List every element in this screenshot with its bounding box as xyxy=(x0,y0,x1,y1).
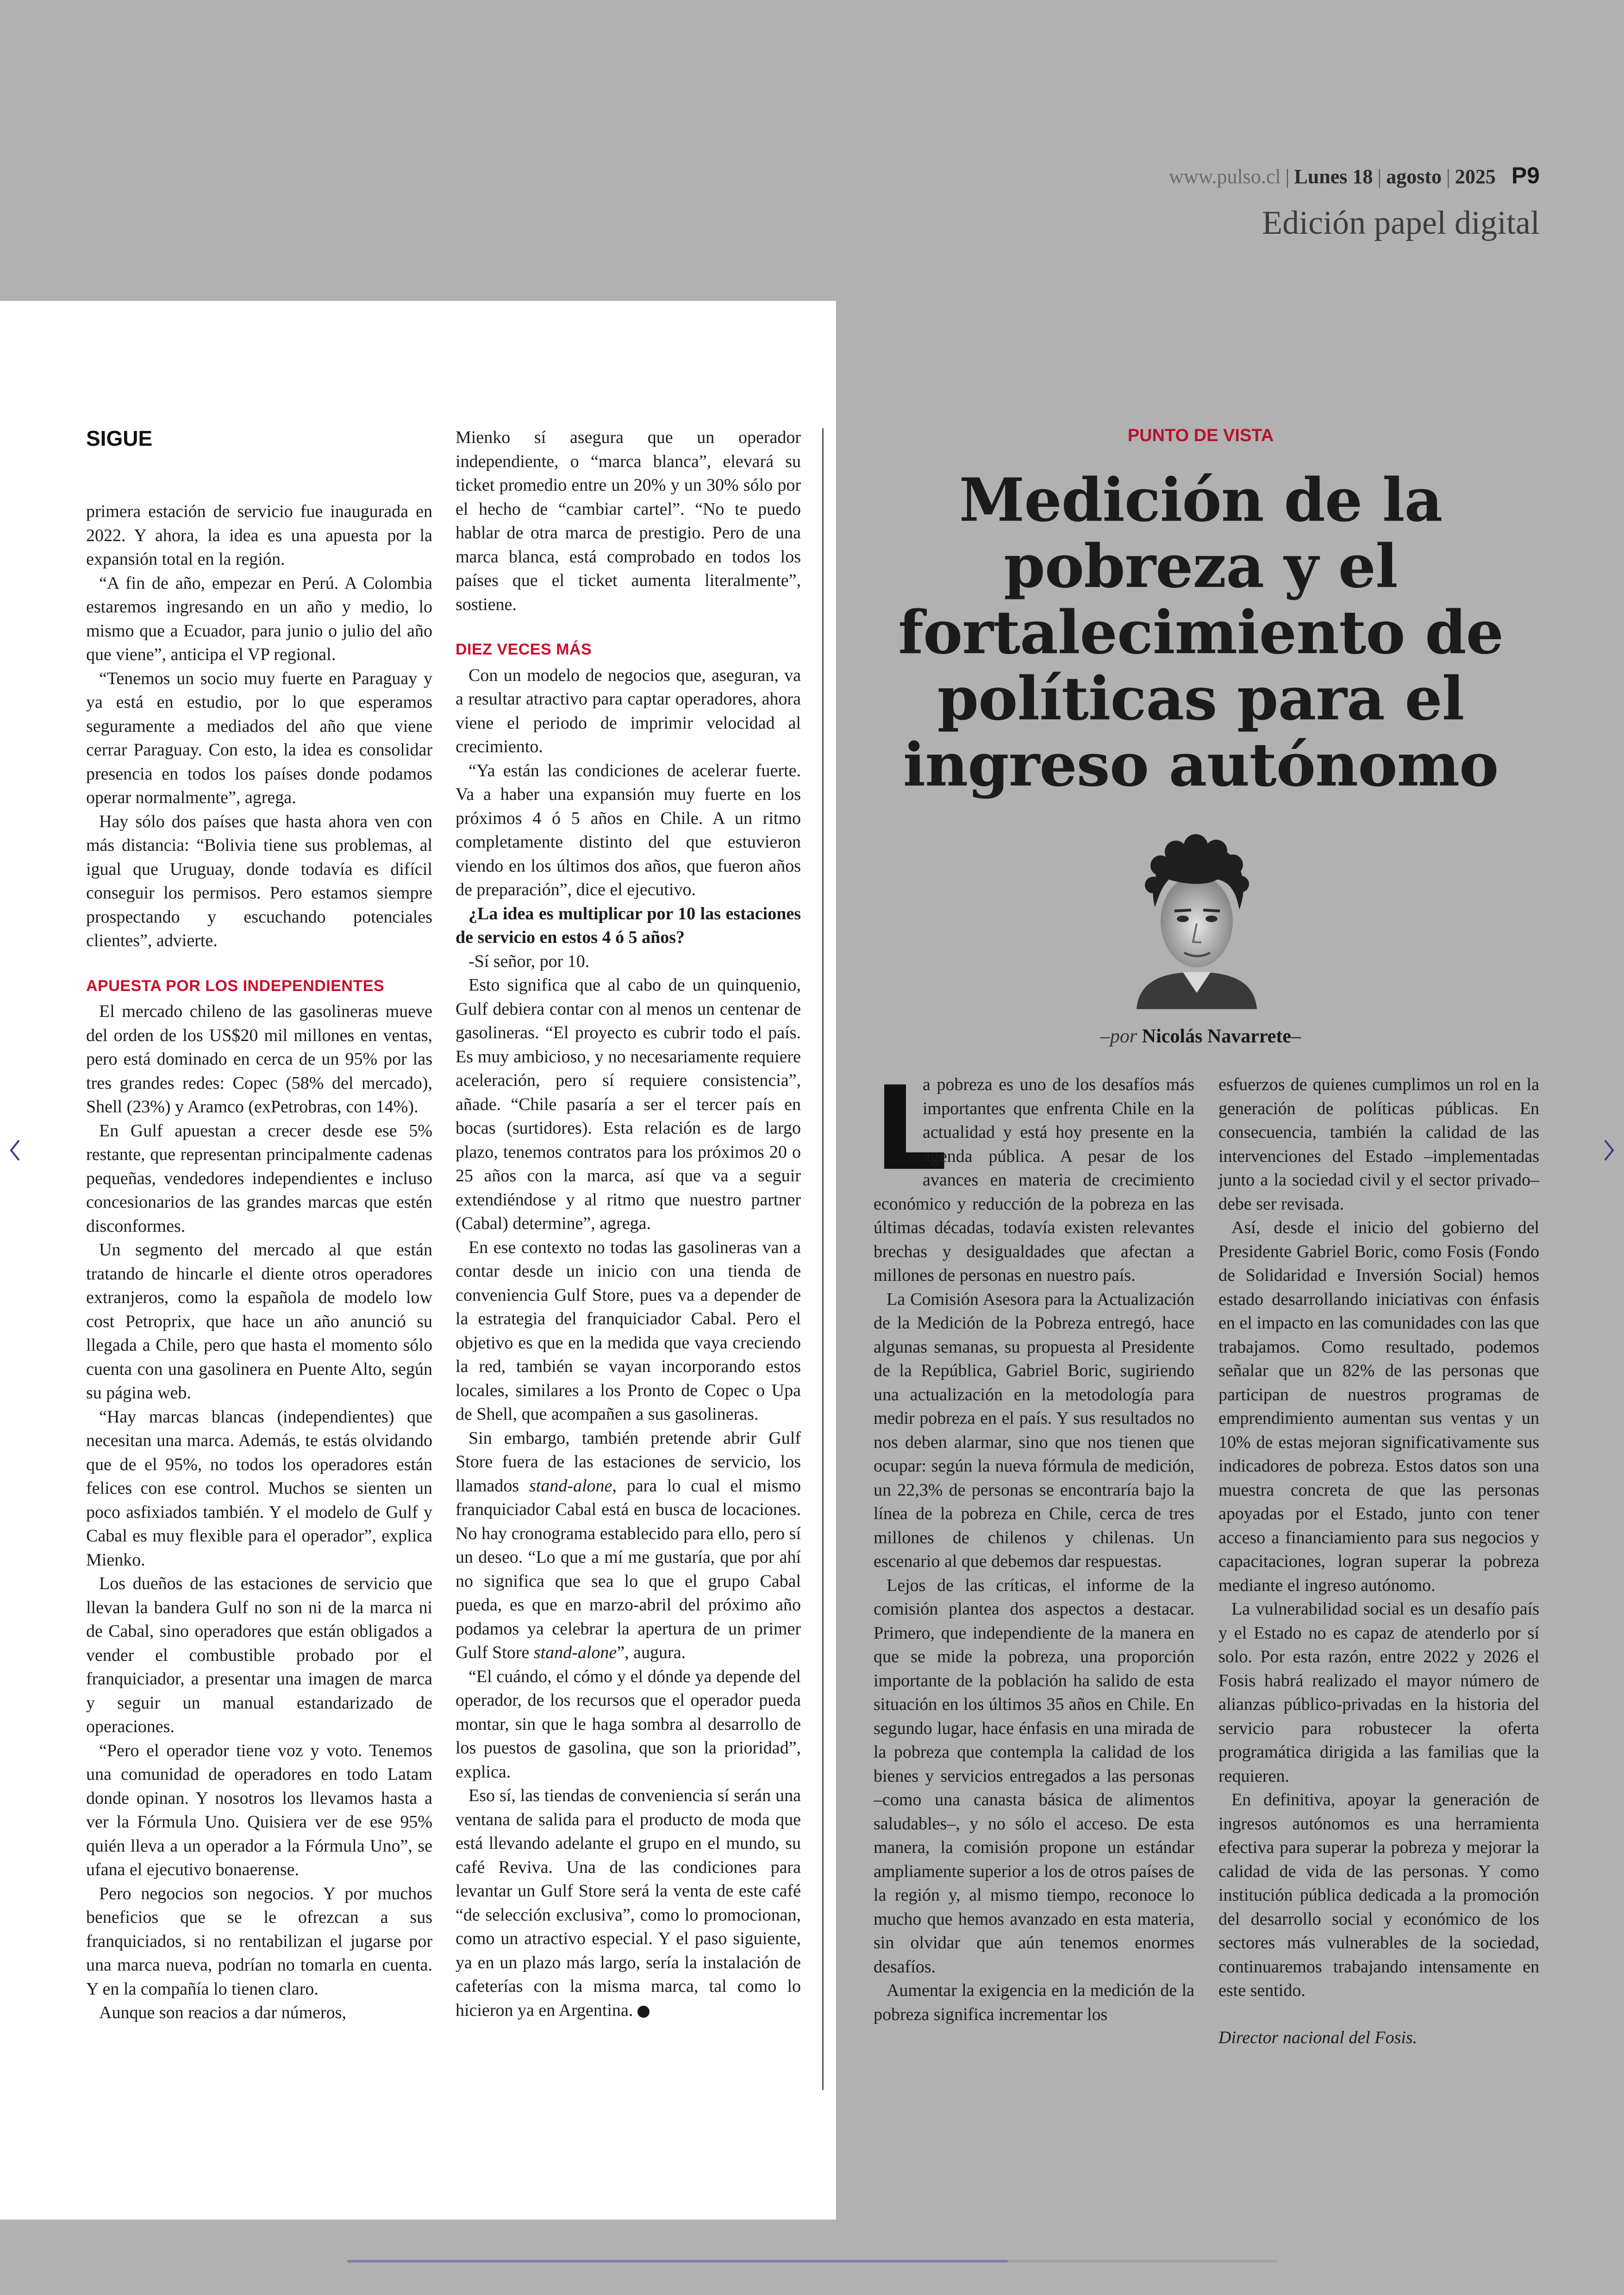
paragraph: Pero negocios son negocios. Y por muchos beneficios que se le ofrezcan a sus franquiciados, si no rentabilizan el jugarse por una marca nueva, podrían no tomarla en cuenta. Y en la compañía lo tienen claro. xyxy=(86,1883,432,1999)
issue-month: agosto xyxy=(1386,165,1442,188)
author-portrait xyxy=(1118,833,1275,1009)
paragraph: Eso sí, las tiendas de conveniencia sí serán una ventana de salida para el producto de moda que está llevando adelante el grupo en el mundo, su café Reviva. Una de las condiciones para levantar un Gulf Store será la venta de este café “de selección exclusiva”, como lo promocionan, como un atractivo especial. Y el paso siguiente, ya en un plazo más largo, sería la instalación de cafeterías con la misma marca, tal como lo hicieron ya en Argentina. P xyxy=(456,1786,801,2020)
chevron-right-icon[interactable] xyxy=(1600,1136,1618,1164)
paragraph: Sin embargo, también pretende abrir Gulf Store fuera de las estaciones de servicio, los llamados stand-alone, para lo cual el mismo franquiciador Cabal está en busca de locaciones. No hay cronograma establecido para ello, pero sí un deseo. “Lo que a mí me gustaría, que por ahí no significa que sea lo que el grupo Cabal pueda, es que en marzo-abril del próximo año podamos ya celebrar la apertura de un primer Gulf Store stand-alone”, augura. xyxy=(456,1428,801,1662)
interview-answer: -Sí señor, por 10. xyxy=(468,951,590,971)
paragraph: Mienko sí asegura que un operador independiente, o “marca blanca”, elevará su ticket promedio entre un 20% y un 30% sólo por el hecho de “cambiar cartel”. “No te puedo hablar de otra marca de prestigio. Pero de una marca blanca, está comprobado en todos los países que el ticket aumenta literalmente”, sostiene. xyxy=(456,428,801,614)
viewer-top-area xyxy=(0,0,1624,301)
paragraph: La vulnerabilidad social es un desafío país y el Estado no es capaz de atenderlo por sí solo. Por esta razón, entre 2022 y 2026 el Fosis habrá realizado el mayor número de alianzas público-privadas en la historia del servicio para robustecer la oferta programática dirigida a las familias que la requieren. xyxy=(1218,1599,1539,1786)
paragraph: Aunque son reacios a dar números, xyxy=(99,2003,346,2022)
article-column-1 xyxy=(86,500,432,2025)
paragraph: “Tenemos un socio muy fuerte en Paraguay y ya está en estudio, por lo que esperamos seguramente a mediados del año que viene cerrar Paraguay. Con esto, la idea es consolidar presencia en todos los países donde podamos operar normalmente”, agrega. xyxy=(86,668,432,807)
edition-label: Edición papel digital xyxy=(1262,204,1540,241)
paragraph: En ese contexto no todas las gasolineras van a contar desde un inicio con una tienda de conveniencia Gulf Store, pues va a depender de la estrategia del franquiciador Cabal. Pero el objetivo es que en la medida que vaya creciendo la red, también se vayan incorporando estos locales, similares a los Pronto de Copec o Upa de Shell, que acompañen a sus gasolineras. xyxy=(456,1237,801,1424)
paragraph: Con un modelo de negocios que, aseguran, va a resultar atractivo para captar operadores, ahora viene el periodo de imprimir velocidad al crecimiento. xyxy=(456,665,801,756)
author-signature: Director nacional del Fosis. xyxy=(1218,2027,1418,2047)
drop-cap: L xyxy=(874,1061,948,1196)
page-number: P9 xyxy=(1511,162,1540,188)
paragraph: primera estación de servicio fue inaugurada en 2022. Y ahora, la idea es una apuesta por la expansión total en la región. xyxy=(86,502,432,569)
author-name: Nicolás Navarrete xyxy=(1142,1026,1292,1047)
interview-question: ¿La idea es multiplicar por 10 las estaciones de servicio en estos 4 ó 5 años? xyxy=(456,904,801,947)
paragraph: La Comisión Asesora para la Actualización de la Medición de la Pobreza entregó, hace algunas semanas, su propuesta al Presidente de la República, Gabriel Boric, sugiriendo una actualización en la metodología para medir pobreza en el país. Y sus resultados no nos deben alarmar, sino que nos tienen que ocupar: según la nueva fórmula de medición, un 22,3% de personas se encontraría bajo la línea de la pobreza en Chile, cerca de tres millones de chilenos y chilenas. Un escenario al que debemos dar respuestas. xyxy=(874,1289,1194,1571)
opinion-column-1 xyxy=(874,1061,1194,2027)
section-heading: APUESTA POR LOS INDEPENDIENTES xyxy=(86,977,385,995)
page-scrubber-progress xyxy=(347,2260,1008,2263)
opinion-headline: Medición de la pobreza y el fortalecimiento de políticas para el ingreso autónomo xyxy=(898,466,1504,800)
paragraph: Esto significa que al cabo de un quinquenio, Gulf debiera contar con al menos un centenar de gasolineras. “El proyecto es cubrir todo el país. Es muy ambicioso, y no necesariamente requiere aceleración, pero sí requiere consistencia”, añade. “Chile pasaría a ser el tercer país en bocas (surtidores). Esta relación es de largo plazo, tenemos contratos para los próximos 20 o 25 años con la marca, así que va a seguir extendiéndose y al ritmo que nuestro partner (Cabal) determine”, agrega. xyxy=(456,975,801,1233)
paragraph: “El cuándo, el cómo y el dónde ya depende del operador, de los recursos que el operador pueda montar, sin que le haga sombra al desarrollo de los puestos de gasolina, que son la prioridad”, explica. xyxy=(456,1666,801,1782)
page-scrubber[interactable] xyxy=(347,2260,1278,2263)
paragraph: “Hay marcas blancas (independientes) que necesitan una marca. Además, te estás olvidando que de el 95%, no todos los operadores están felices con ese control. Muchos se sienten un poco asfixiados también. Y el modelo de Gulf y Cabal es muy flexible para el operador”, explica Mienko. xyxy=(86,1407,432,1570)
issue-year: 2025 xyxy=(1455,165,1496,188)
paragraph: “Pero el operador tiene voz y voto. Tenemos una comunidad de operadores en todo Latam donde opinan. Y nosotros los llevamos hasta a ver la Fórmula Uno. Quisiera ver de ese 95% quién lleva a un operador a la Fórmula Uno”, se ufana el ejecutivo bonaerense. xyxy=(86,1740,432,1879)
opinion-kicker: PUNTO DE VISTA xyxy=(1127,426,1274,445)
site-url[interactable]: www.pulso.cl xyxy=(1169,165,1281,188)
paragraph: En Gulf apuestan a crecer desde ese 5% restante, que representan principalmente cadenas pequeñas, vendedores independientes e incluso concesionarios de las grandes marcas que estén disconformes. xyxy=(86,1121,432,1236)
paragraph: “Ya están las condiciones de acelerar fuerte. Va a haber una expansión muy fuerte en los próximos 4 ó 5 años en Chile. A un ritmo completamente distinto del que estuvieron viendo en los últimos dos años, que fueron años de preparación”, dice el ejecutivo. xyxy=(456,761,801,899)
paragraph: Un segmento del mercado al que están tratando de hincarle el diente otros operadores extranjeros, como la española de modelo low cost Petroprix, que hace un año anunció su llegada a Chile, pero que hasta el momento sólo cuenta con una gasolinera en Puente Alto, según su página web. xyxy=(86,1240,432,1403)
continues-label: SIGUE xyxy=(86,426,153,450)
paragraph: Aumentar la exigencia en la medición de la pobreza significa incrementar los xyxy=(874,1981,1194,2024)
paragraph: Hay sólo dos países que hasta ahora ven con más distancia: “Bolivia tiene sus problemas, al igual que Uruguay, donde todavía es difícil conseguir los permisos. Pero estamos siempre prospectando y escuchando potenciales clientes”, advierte. xyxy=(86,811,432,950)
masthead: www.pulso.cl | Lunes 18 | agosto | 2025 P9 xyxy=(1169,162,1540,188)
issue-day: Lunes 18 xyxy=(1294,165,1373,188)
chevron-left-icon[interactable] xyxy=(6,1136,24,1164)
section-heading: DIEZ VECES MÁS xyxy=(456,641,592,658)
article-column-2 xyxy=(456,426,801,2022)
paragraph: L a pobreza es uno de los desafíos más importantes que enfrenta Chile en la actualidad y está hoy presente en la agenda pública. A pesar de los avances en materia de crecimiento económico y reducción de la pobreza en las últimas décadas, todavía existen relevantes brechas y desigualdades que afectan a millones de personas en nuestro país. xyxy=(874,1061,1194,1285)
paragraph: “A fin de año, empezar en Perú. A Colombia estaremos ingresando en un año y medio, lo mismo que a Ecuador, para junio o julio del año que viene”, anticipa el VP regional. xyxy=(86,573,432,664)
opinion-byline: –por Nicolás Navarrete– xyxy=(1100,1026,1301,1047)
paragraph: esfuerzos de quienes cumplimos un rol en la generación de políticas públicas. En consecuencia, también la calidad de las intervenciones del Estado –implementadas junto a la sociedad civil y el sector privado– debe ser revisada. xyxy=(1218,1075,1539,1214)
paragraph: Los dueños de las estaciones de servicio que llevan la bandera Gulf no son ni de la marca ni de Cabal, sino operadores que están obligados a vender el combustible probado por el franquiciador, a presentar una imagen de marca y seguir un manual estandarizado de operaciones. xyxy=(86,1574,432,1736)
end-of-article-mark: P xyxy=(637,2006,650,2018)
paragraph: Lejos de las críticas, el informe de la comisión plantea dos aspectos a destacar. Primero, que independiente de la manera en que se mide la pobreza, una proporción importante de la población ha salido de esta situación en los últimos 35 años en Chile. En segundo lugar, hace énfasis en una mirada de la pobreza que contempla la calidad de los bienes y servicios entregados a las personas –como una canasta básica de alimentos saludables–, y no sólo el acceso. De esta manera, la comisión propone un estándar ampliamente superior a los de otros países de la región y, al mismo tiempo, reconoce lo mucho que hemos avanzado en esta materia, sin olvidar que aún tenemos enormes desafíos. xyxy=(874,1575,1194,1977)
paragraph: Así, desde el inicio del gobierno del Presidente Gabriel Boric, como Fosis (Fondo de Solidaridad e Inversión Social) hemos estado desarrollando iniciativas con énfasis en el impacto en las comunidades con las que trabajamos. Como resultado, podemos señalar que un 82% de las personas que participan de nuestros programas de emprendimiento aumentan sus ventas y un 10% de estas mejoran significativamente sus indicadores de pobreza. Estos datos son una muestra concreta de que las personas apoyadas por el Estado, junto con tener acceso a financiamiento para sus negocios y capacitaciones, logran superar la pobreza mediante el ingreso autónomo. xyxy=(1218,1218,1539,1595)
column-divider xyxy=(822,428,824,2090)
opinion-column-2 xyxy=(1218,1073,1539,2050)
paragraph: El mercado chileno de las gasolineras mueve del orden de los US$20 mil millones en ventas, pero está dominado en cerca de un 95% por las tres grandes redes: Copec (58% del mercado), Shell (23%) y Aramco (exPetrobras, con 14%). xyxy=(86,1002,432,1116)
paragraph: En definitiva, apoyar la generación de ingresos autónomos es una herramienta efectiva para superar la pobreza y mejorar la calidad de vida de las personas. Y como institución pública dedicada a la promoción del desarrollo social y económico de los sectores más vulnerables de la sociedad, continuaremos trabajando intensamente en este sentido. xyxy=(1218,1790,1539,2000)
